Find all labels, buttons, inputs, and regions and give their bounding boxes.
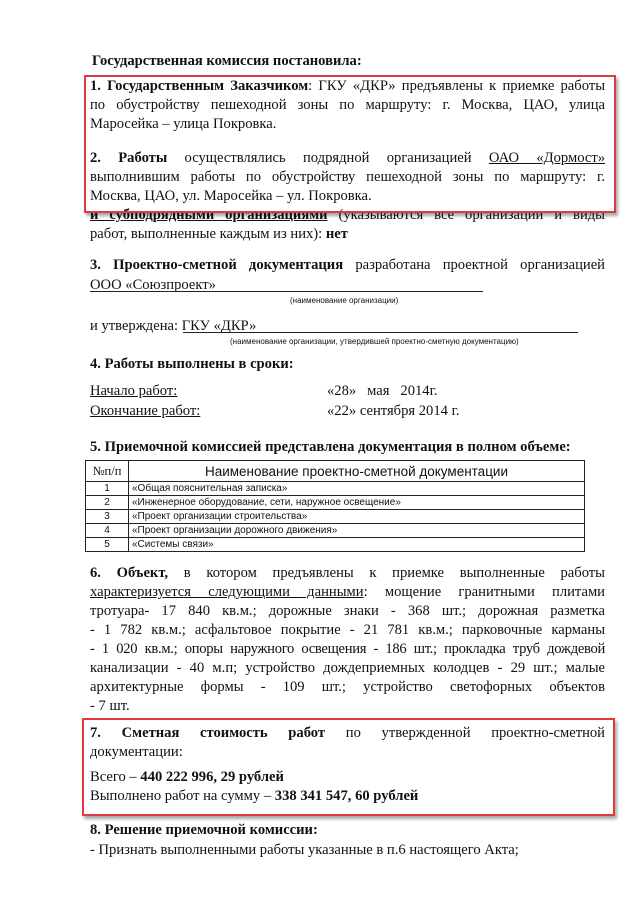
- item-6-line6: канализации - 40 м.п; устройство дождеприемных колодцев - 29 шт.; малые: [90, 660, 605, 676]
- item-8-label: 8. Решение приемочной комиссии:: [90, 822, 318, 838]
- item-6: [90, 564, 605, 716]
- table-header-row: [86, 461, 585, 482]
- item-1-label: 1. Государственным Заказчиком: [90, 78, 309, 94]
- table-header-name: Наименование проектно-сметной документации: [129, 461, 585, 482]
- table-row: [86, 496, 585, 510]
- total-value: 440 222 996, 29 рублей: [140, 769, 284, 785]
- design-org-underline: [90, 291, 483, 292]
- item-5-label: 5. Приемочной комиссией представлена документация в полном объеме:: [90, 439, 571, 455]
- item-6-line8: - 7 шт.: [90, 698, 130, 714]
- item-7-line1: по утвержденной проектно-сметной: [325, 725, 605, 741]
- table-row: [86, 524, 585, 538]
- table-cell-num: 2: [86, 496, 129, 510]
- item-1-line2: по обустройству пешеходной зоны по маршруту: г. Москва, ЦАО, улица: [90, 97, 605, 113]
- approved-org-underline: [183, 332, 578, 333]
- table-cell-num: 4: [86, 524, 129, 538]
- item-7-label: 7. Сметная стоимость работ: [90, 725, 326, 741]
- contractor-org: ОАО «Дормост»: [488, 150, 606, 166]
- highlight-box-items-1-2: [84, 75, 616, 213]
- item-7-line2: документации:: [90, 744, 183, 760]
- start-label: Начало работ:: [90, 383, 178, 399]
- table-row: [86, 510, 585, 524]
- start-value: «28» мая 2014г.: [327, 383, 438, 399]
- item-3-label: 3. Проектно-сметной документация: [90, 257, 344, 273]
- item-7: [90, 724, 605, 806]
- approved-org: ГКУ «ДКР»: [181, 318, 257, 334]
- item-6-line7: архитектурные формы - 109 шт.; устройство светофорных объектов: [90, 679, 605, 695]
- table-cell-name: «Проект организации строительства»: [129, 510, 585, 524]
- section-heading: Государственная комиссия постановила:: [92, 53, 362, 69]
- end-label: Окончание работ:: [90, 403, 201, 419]
- table-cell-num: 1: [86, 482, 129, 496]
- table-cell-name: «Инженерное оборудование, сети, наружное освещение»: [129, 496, 585, 510]
- item-2-line1: осуществлялись подрядной организацией: [167, 150, 489, 166]
- item-6-label: 6. Объект,: [90, 565, 169, 581]
- item-6-line3: тротуара- 17 840 кв.м.; дорожные знаки - 368 шт.; дорожная разметка: [90, 603, 605, 619]
- table-cell-name: «Системы связи»: [129, 538, 585, 552]
- subcontractors-label: и субподрядными организациями: [90, 207, 328, 223]
- done-prefix: Выполнено работ на сумму –: [90, 788, 275, 804]
- item-2-label: 2. Работы: [90, 150, 168, 166]
- item-1-line3: Маросейка – улица Покровка.: [90, 116, 277, 132]
- subcontractors-value: нет: [325, 226, 348, 242]
- table-row: [86, 482, 585, 496]
- item-6-line5: - 1 020 кв.м.; опоры наружного освещения - 186 шт.; прокладка труб дождевой: [90, 641, 605, 657]
- table-row: [86, 538, 585, 552]
- item-2-line5: работ, выполненные каждым из них):: [90, 226, 326, 242]
- design-org: ООО «Союзпроект»: [90, 277, 216, 293]
- item-1-line1: : ГКУ «ДКР» предъявлены к приемке работы: [308, 78, 605, 94]
- total-prefix: Всего –: [90, 769, 141, 785]
- table-cell-name: «Проект организации дорожного движения»: [129, 524, 585, 538]
- done-value: 338 341 547, 60 рублей: [274, 788, 419, 804]
- table-cell-name: «Общая пояснительная записка»: [129, 482, 585, 496]
- item-2-line2: выполнившим работы по обустройству пешеходной зоны по маршруту: г.: [90, 169, 605, 185]
- approved-org-caption: (наименование организации, утвердившей проектно-сметную документацию): [230, 337, 519, 346]
- item-4-label: 4. Работы выполнены в сроки:: [90, 356, 294, 372]
- item-6-line2: : мощение гранитными плитами: [363, 584, 605, 600]
- approved-prefix: и утверждена:: [90, 318, 182, 334]
- subcontractors-note: (указываются все организации и виды: [327, 207, 605, 223]
- design-org-caption: (наименование организации): [290, 296, 399, 305]
- item-3-line1: разработана проектной организацией: [343, 257, 605, 273]
- item-6-line1: в котором предъявлены к приемке выполненные работы: [168, 565, 605, 581]
- table-header-num: №п/п: [86, 461, 129, 482]
- item-6-line4: - 1 782 кв.м.; асфальтовое покрытие - 21 781 кв.м.; парковочные карманы: [90, 622, 605, 638]
- end-value: «22» сентября 2014 г.: [327, 403, 460, 419]
- item-3: [90, 256, 605, 275]
- table-cell-num: 3: [86, 510, 129, 524]
- item-8-line1: - Признать выполненными работы указанные в п.6 настоящего Акта;: [90, 842, 519, 858]
- item-6-characteristics: характеризуется следующими данными: [90, 584, 364, 600]
- item-2-line3: Москва, ЦАО, ул. Маросейка – ул. Покровка.: [90, 188, 372, 204]
- documentation-table: [85, 460, 585, 552]
- table-cell-num: 5: [86, 538, 129, 552]
